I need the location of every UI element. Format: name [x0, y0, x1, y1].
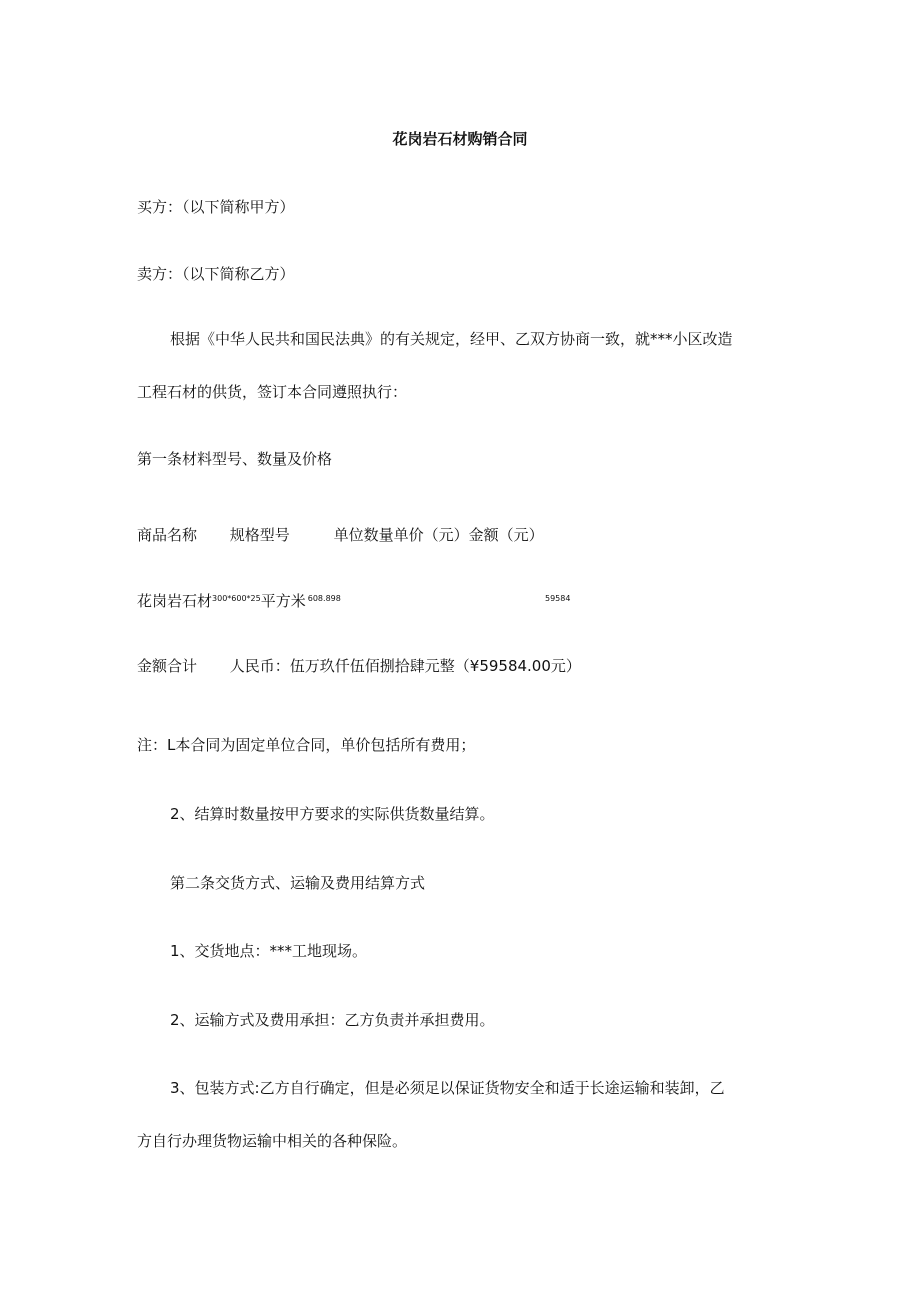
row-product-name: 花岗岩石材 [137, 592, 213, 610]
header-spec: 规格型号 [229, 526, 290, 544]
article1-heading: 第一条材料型号、数量及价格 [137, 450, 333, 468]
seller-line: 卖方：（以下简称乙方） [137, 265, 295, 283]
document-title: 花岗岩石材购销合同 [392, 130, 528, 148]
row-unit: 平方米 [260, 592, 306, 610]
header-product-name: 商品名称 [137, 526, 198, 544]
table-header-row [137, 525, 544, 545]
note-2: 2、结算时数量按甲方要求的实际供货数量结算。 [170, 805, 495, 823]
intro-line-2: 工程石材的供货，签订本合同遵照执行： [137, 383, 408, 401]
table-row [137, 589, 341, 611]
total-row [137, 656, 581, 676]
note-1: 注：L本合同为固定单位合同，单价包括所有费用； [137, 736, 476, 754]
row-amount: 59584 [545, 594, 571, 603]
row-amount-cell [545, 589, 570, 611]
buyer-line: 买方：（以下简称甲方） [137, 198, 295, 216]
total-value: 人民币：伍万玖仟伍佰捌拾肆元整（¥59584.00元） [229, 657, 581, 675]
article2-item-1: 1、交货地点：***工地现场。 [170, 942, 368, 960]
article2-heading: 第二条交货方式、运输及费用结算方式 [170, 874, 426, 892]
intro-line-1: 根据《中华人民共和国民法典》的有关规定，经甲、乙双方协商一致，就***小区改造 [170, 330, 733, 348]
article2-item-3-line-2: 方自行办理货物运输中相关的各种保险。 [137, 1132, 408, 1150]
article2-item-2: 2、运输方式及费用承担：乙方负责并承担费用。 [170, 1011, 495, 1029]
total-label: 金额合计 [137, 657, 198, 675]
article2-item-3-line-1: 3、包装方式:乙方自行确定，但是必须足以保证货物安全和适于长途运输和装卸，乙 [170, 1079, 725, 1097]
row-qty-price: 608.898 [307, 594, 341, 603]
header-unit-qty-price-amount: 单位数量单价（元）金额（元） [333, 526, 544, 544]
row-spec: 300*600*25 [212, 594, 261, 603]
